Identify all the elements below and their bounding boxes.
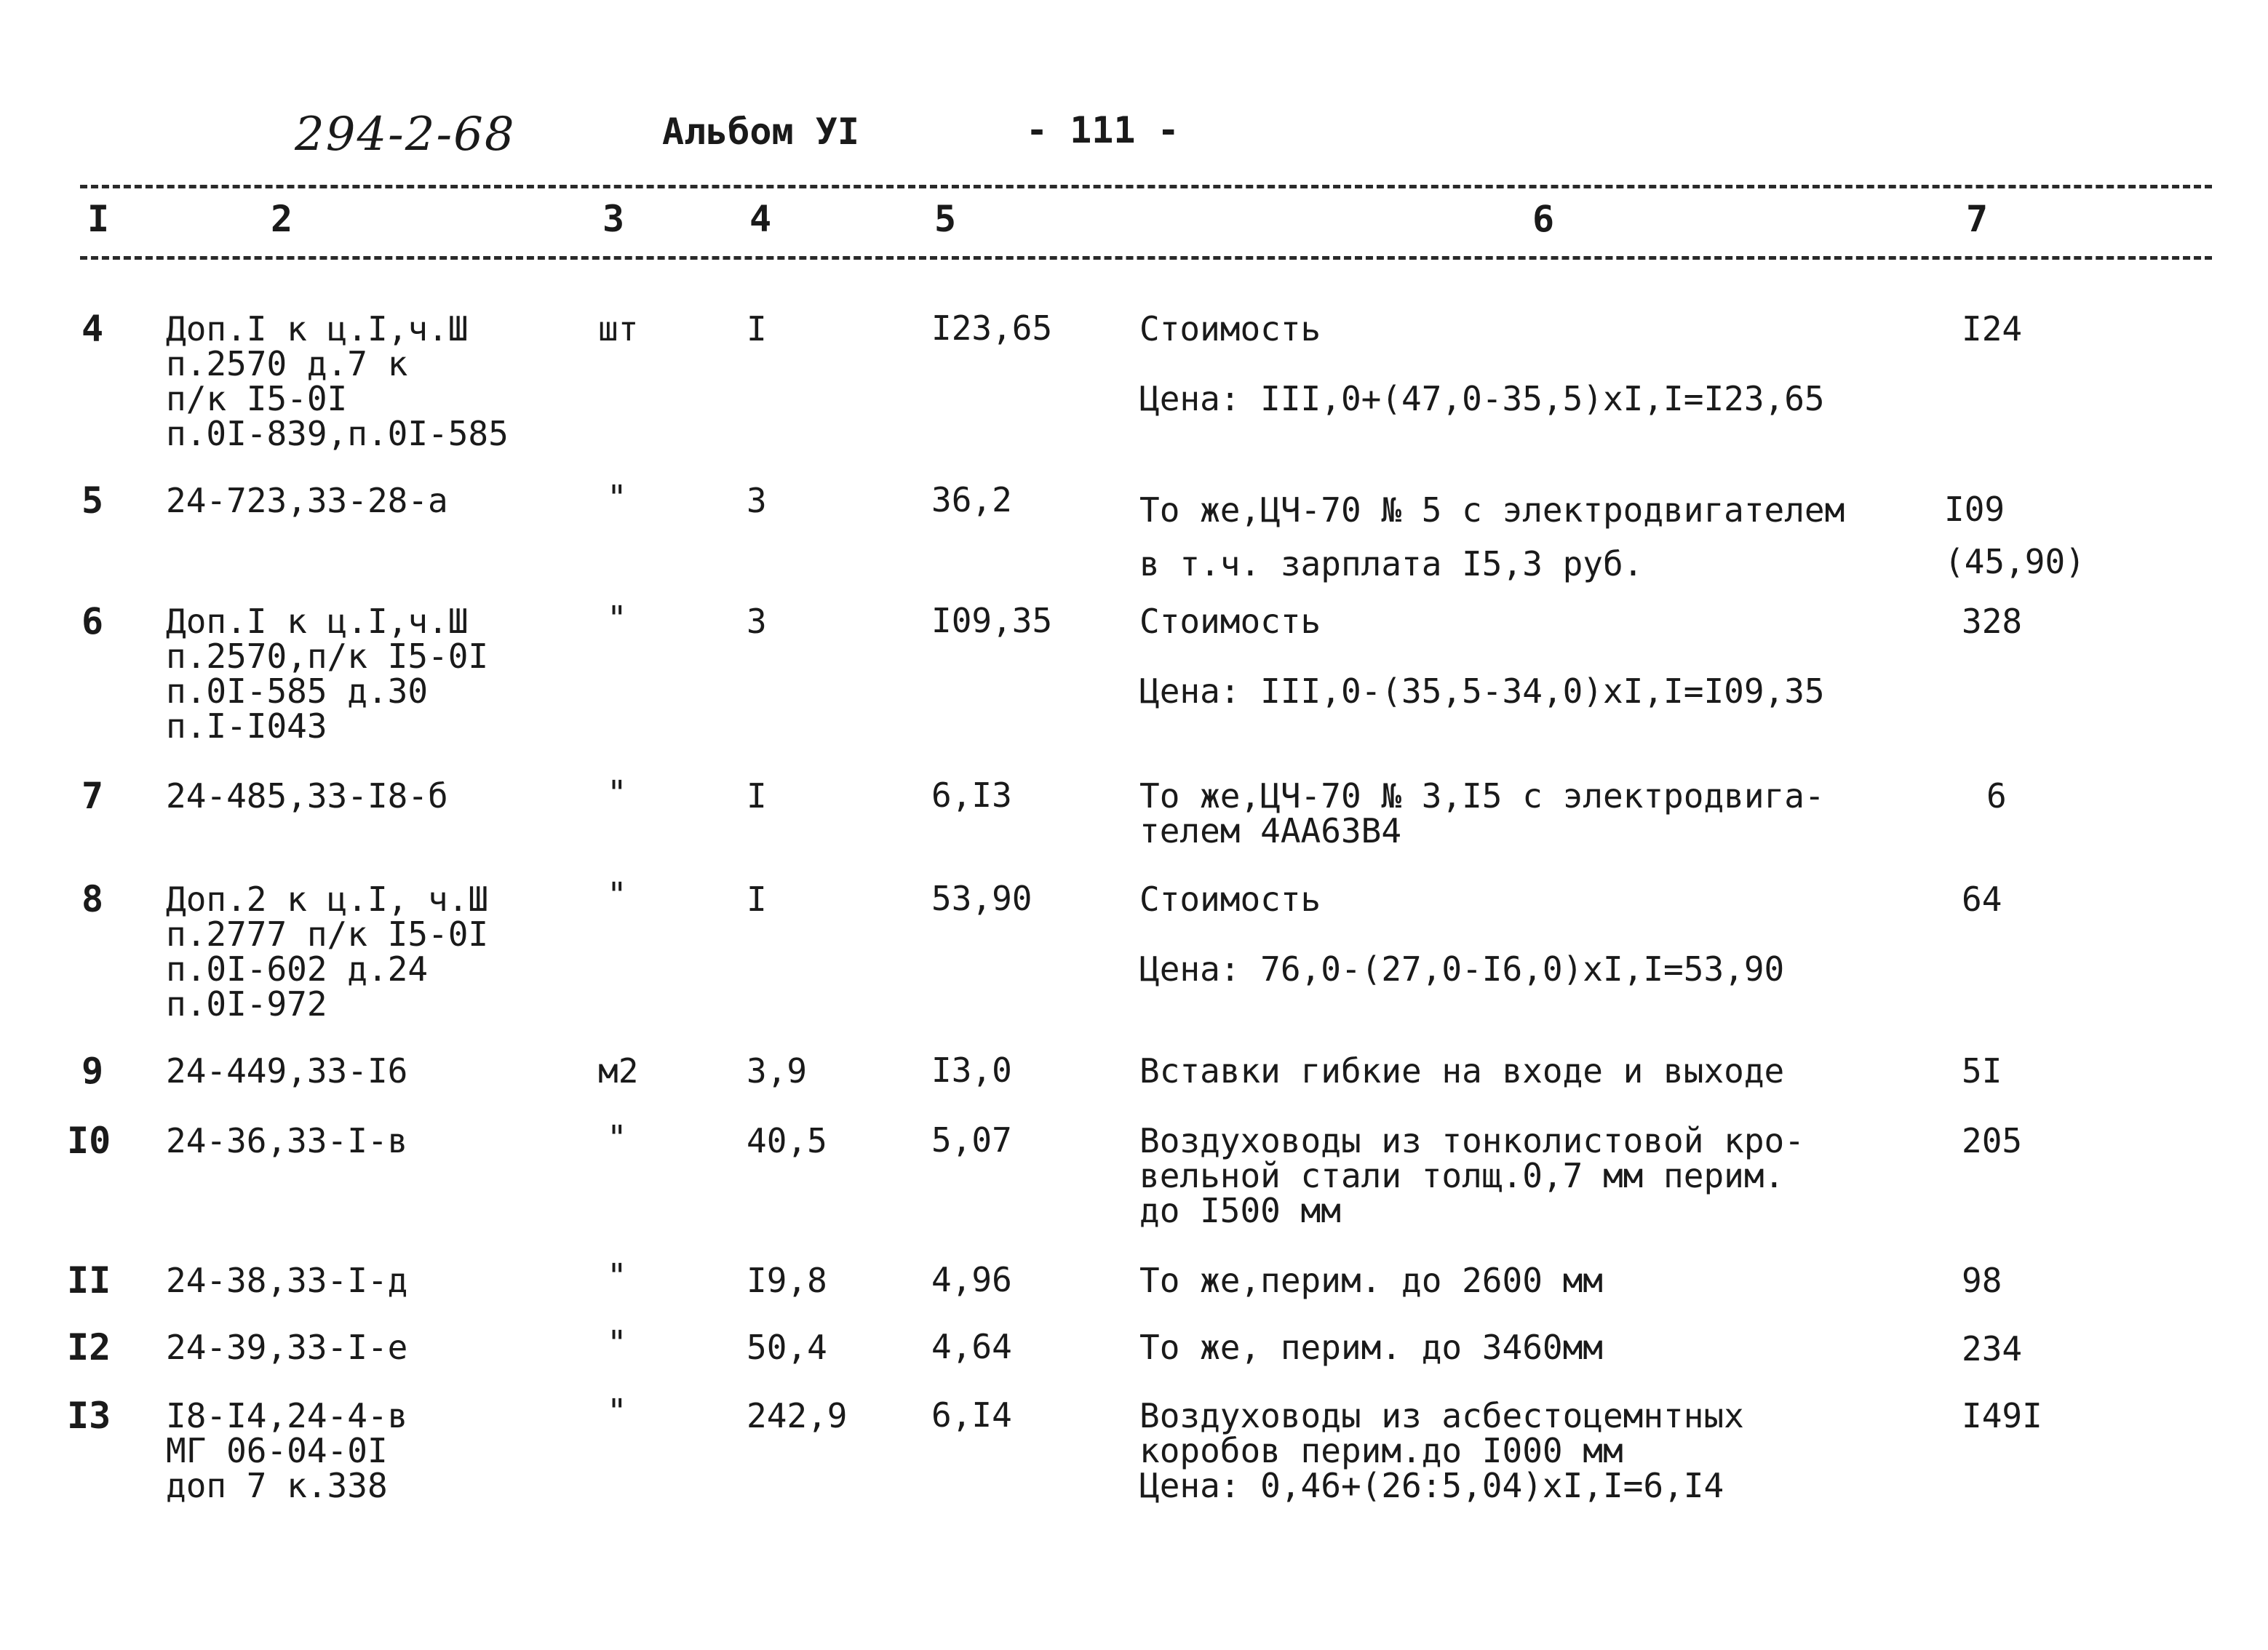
reference-cell: 24-36,33-I-в [166,1121,408,1160]
column-header-2: 2 [271,198,293,240]
reference-cell: 24-449,33-I6 [166,1051,408,1091]
total-cell: 64 [1962,880,2002,919]
description-cell: То же,перим. до 2600 мм [1139,1261,1603,1300]
total-cell: 328 [1962,602,2023,641]
unit-price-cell: 6,I4 [931,1395,1012,1435]
description-cell: Воздуховоды из тонколистовой кро- вельной стали толщ.0,7 мм перим. до I500 мм [1139,1121,1805,1230]
unit-cell: " [607,1323,627,1363]
row-number: II [67,1259,111,1302]
unit-cell: м2 [598,1051,639,1091]
unit-cell: " [607,478,627,517]
header-bottom-rule [80,256,2212,260]
total-cell: I09 (45,90) [1944,490,2085,581]
page-number: - 111 - [1026,109,1179,151]
description-cell: То же,ЦЧ-70 № 3,I5 с электродвига- телем 4АА63В4 [1139,776,1825,850]
unit-price-cell: 4,96 [931,1260,1012,1299]
unit-price-cell: I3,0 [931,1051,1012,1090]
unit-cell: " [607,875,627,914]
total-cell: I24 [1962,309,2023,348]
total-cell: 6 [1986,776,2007,816]
quantity-cell: 3 [747,602,767,641]
document-code: 294-2-68 [295,108,516,162]
row-number: 8 [81,878,104,920]
reference-cell: 24-485,33-I8-б [166,776,448,816]
column-header-3: 3 [602,198,625,240]
album-title: Альбом УI [662,111,859,153]
column-header-1: I [87,198,110,240]
unit-price-cell: 5,07 [931,1120,1012,1160]
column-header-6: 6 [1532,198,1555,240]
description-cell: Воздуховоды из асбестоцемнтных коробов перим.до I000 мм Цена: 0,46+(26:5,04)xI,I=6,I4 [1139,1396,1744,1505]
row-number: 9 [81,1050,104,1092]
quantity-cell: 242,9 [747,1396,848,1435]
column-header-4: 4 [749,198,772,240]
total-cell: 205 [1962,1121,2023,1160]
reference-cell: Доп.I к ц.I,ч.Ш п.2570 д.7 к п/к I5-0I п.0I-839,п.0I-585 [166,309,509,453]
unit-cell: " [607,1118,627,1157]
quantity-cell: 40,5 [747,1121,827,1160]
total-cell: 234 [1962,1329,2023,1368]
unit-cell: " [607,1256,627,1296]
unit-price-cell: 53,90 [931,879,1032,918]
total-cell: I49I [1962,1396,2042,1435]
reference-cell: 24-38,33-I-д [166,1261,408,1300]
unit-cell: шт [598,309,639,348]
description-cell: Стоимость Цена: 76,0-(27,0-I6,0)xI,I=53,90 [1139,880,1785,989]
reference-cell: I8-I4,24-4-в МГ 06-04-0I доп 7 к.338 [166,1396,408,1505]
description-cell: Вставки гибкие на входе и выходе [1139,1051,1785,1091]
row-number: 5 [81,479,104,522]
quantity-cell: I9,8 [747,1261,827,1300]
unit-price-cell: 6,I3 [931,776,1012,815]
row-number: I0 [67,1120,111,1162]
quantity-cell: I [747,880,767,919]
quantity-cell: I [747,309,767,348]
quantity-cell: 3 [747,481,767,520]
row-number: 7 [81,775,104,817]
column-header-5: 5 [934,198,957,240]
unit-price-cell: 36,2 [931,480,1012,519]
column-header-7: 7 [1966,198,1989,240]
total-cell: 5I [1962,1051,2002,1091]
quantity-cell: 50,4 [747,1328,827,1367]
unit-price-cell: I09,35 [931,601,1053,640]
description-cell: Стоимость Цена: III,0+(47,0-35,5)xI,I=I23,65 [1139,309,1825,418]
description-cell: То же,ЦЧ-70 № 5 с электродвигателем в т.ч. зарплата I5,3 руб. [1139,490,1845,583]
unit-cell: " [607,1392,627,1431]
header-top-rule [80,185,2212,188]
quantity-cell: 3,9 [747,1051,808,1091]
unit-cell: " [607,599,627,638]
unit-cell: " [607,773,627,813]
row-number: I2 [67,1326,111,1368]
row-number: 6 [81,600,104,642]
reference-cell: Доп.I к ц.I,ч.Ш п.2570,п/к I5-0I п.0I-585 д.30 п.I-I043 [166,602,489,746]
quantity-cell: I [747,776,767,816]
row-number: I3 [67,1395,111,1437]
total-cell: 98 [1962,1261,2002,1300]
unit-price-cell: I23,65 [931,308,1053,348]
unit-price-cell: 4,64 [931,1327,1012,1366]
description-cell: То же, перим. до 3460мм [1139,1328,1603,1367]
reference-cell: 24-723,33-28-а [166,481,448,520]
reference-cell: Доп.2 к ц.I, ч.Ш п.2777 п/к I5-0I п.0I-602 д.24 п.0I-972 [166,880,489,1024]
reference-cell: 24-39,33-I-е [166,1328,408,1367]
description-cell: Стоимость Цена: III,0-(35,5-34,0)xI,I=I09,35 [1139,602,1825,711]
row-number: 4 [81,308,104,350]
